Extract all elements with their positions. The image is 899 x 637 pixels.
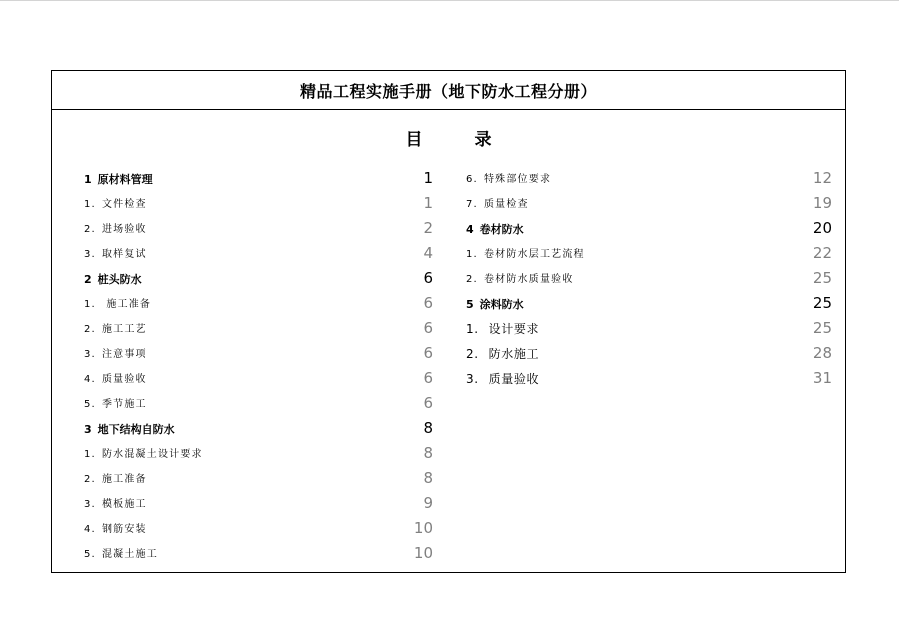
toc-page-number: 8 (423, 444, 433, 462)
toc-entry-text: 卷材防水 (479, 223, 524, 236)
toc-entry-row[interactable] (84, 392, 433, 417)
toc-entry-text: 防水混凝土设计要求 (101, 449, 203, 460)
toc-entry-text: 模板施工 (101, 499, 147, 510)
toc-entry-text: 桩头防水 (97, 273, 142, 286)
toc-entry-text: 施工工艺 (101, 324, 147, 335)
toc-entry-row[interactable] (84, 542, 433, 567)
toc-page-number: 6 (423, 394, 433, 412)
toc-page-number: 10 (413, 544, 433, 562)
toc-heading-char-1: 目 (405, 130, 423, 150)
toc-page-number: 28 (812, 344, 832, 362)
toc-entry-text: 特殊部位要求 (483, 174, 552, 185)
toc-entry-number: 2 (84, 273, 92, 286)
toc-entry-label (84, 517, 147, 542)
toc-entry-number: 1. (466, 249, 478, 260)
toc-page-number: 25 (812, 269, 832, 287)
toc-heading-char-2: 录 (474, 130, 492, 150)
toc-entry-text: 涂料防水 (479, 298, 524, 311)
toc-entry-number: 2. (84, 474, 96, 485)
toc-entry-row[interactable] (84, 517, 433, 542)
toc-entry-row[interactable] (466, 242, 832, 267)
toc-page-number: 31 (812, 369, 832, 387)
toc-entry-label (466, 242, 585, 267)
toc-entry-row[interactable] (466, 367, 832, 392)
toc-entry-row[interactable] (466, 267, 832, 292)
toc-entry-row[interactable] (84, 367, 433, 392)
toc-entry-row[interactable] (84, 217, 433, 242)
toc-entry-text: 施工准备 (101, 299, 152, 310)
toc-entry-number: 1. (84, 199, 96, 210)
toc-entry-number: 3. (84, 499, 96, 510)
toc-page-number: 20 (812, 219, 832, 237)
toc-entry-text: 钢筋安装 (101, 524, 147, 535)
toc-entry-label (466, 367, 539, 392)
toc-entry-text: 防水施工 (488, 347, 540, 361)
toc-entry-text: 卷材防水质量验收 (483, 274, 574, 285)
toc-entry-number: 3. (84, 349, 96, 360)
toc-entry-number: 2. (466, 347, 479, 361)
toc-page-number: 8 (423, 469, 433, 487)
toc-page-number: 4 (423, 244, 433, 262)
toc-entry-text: 质量验收 (101, 374, 147, 385)
toc-entry-row[interactable] (466, 317, 832, 342)
toc-page-number: 10 (413, 519, 433, 537)
toc-entry-number: 3. (84, 249, 96, 260)
toc-page-number: 8 (423, 419, 433, 437)
toc-entry-label (466, 217, 524, 242)
toc-entry-label (84, 467, 147, 492)
toc-page-number: 6 (423, 294, 433, 312)
toc-entry-text: 卷材防水层工艺流程 (483, 249, 585, 260)
toc-entry-number: 5 (466, 298, 474, 311)
toc-entry-row[interactable] (84, 467, 433, 492)
toc-entry-number: 6. (466, 174, 478, 185)
toc-entry-row[interactable] (466, 167, 832, 192)
toc-page-number: 25 (812, 294, 832, 312)
toc-entry-text: 质量验收 (488, 372, 540, 386)
toc-entry-number: 3 (84, 423, 92, 436)
toc-entry-number: 5. (84, 549, 96, 560)
toc-left-column (84, 167, 433, 567)
toc-entry-number: 7. (466, 199, 478, 210)
toc-entry-label (84, 292, 151, 317)
toc-entry-label (466, 267, 574, 292)
toc-page-number: 6 (423, 319, 433, 337)
toc-page-number: 6 (423, 269, 433, 287)
toc-page-number: 6 (423, 369, 433, 387)
toc-entry-label (84, 367, 147, 392)
toc-entry-text: 季节施工 (101, 399, 147, 410)
toc-section-row[interactable] (84, 417, 433, 442)
toc-page-number: 22 (812, 244, 832, 262)
document-frame (51, 70, 846, 573)
toc-section-row[interactable] (84, 267, 433, 292)
toc-section-row[interactable] (466, 292, 832, 317)
toc-page-number: 1 (423, 169, 433, 187)
toc-entry-row[interactable] (84, 317, 433, 342)
toc-section-row[interactable] (466, 217, 832, 242)
toc-entry-row[interactable] (84, 242, 433, 267)
toc-entry-text: 文件检查 (101, 199, 147, 210)
toc-page-number: 2 (423, 219, 433, 237)
toc-section-row[interactable] (84, 167, 433, 192)
toc-page-number: 9 (423, 494, 433, 512)
toc-right-column (466, 167, 832, 392)
toc-page-number: 25 (812, 319, 832, 337)
toc-entry-text: 原材料管理 (97, 173, 153, 186)
toc-entry-label (84, 442, 203, 467)
toc-entry-label (466, 292, 524, 317)
toc-entry-label (466, 317, 539, 342)
document-title: 精品工程实施手册（地下防水工程分册） (52, 71, 845, 110)
toc-entry-label (84, 167, 153, 192)
toc-entry-text: 进场验收 (101, 224, 147, 235)
toc-entry-label (84, 217, 147, 242)
toc-entry-label (84, 267, 142, 292)
toc-entry-number: 5. (84, 399, 96, 410)
toc-entry-label (84, 317, 147, 342)
sheet-top-rule (0, 0, 899, 1)
toc-entry-row[interactable] (84, 442, 433, 467)
toc-entry-number: 3. (466, 372, 479, 386)
toc-entry-text: 质量检查 (483, 199, 529, 210)
toc-entry-label (84, 542, 158, 567)
toc-entry-row[interactable] (84, 492, 433, 517)
toc-entry-label (466, 192, 529, 217)
toc-page-number: 19 (812, 194, 832, 212)
toc-heading (52, 125, 845, 150)
toc-page-number: 12 (812, 169, 832, 187)
toc-page-number: 6 (423, 344, 433, 362)
toc-entry-number: 1 (84, 173, 92, 186)
toc-entry-number: 2. (466, 274, 478, 285)
toc-entry-text: 施工准备 (101, 474, 147, 485)
toc-entry-label (84, 342, 147, 367)
toc-entry-text: 地下结构自防水 (97, 423, 175, 436)
toc-entry-label (466, 167, 551, 192)
toc-entry-text: 设计要求 (488, 322, 540, 336)
toc-entry-label (84, 242, 147, 267)
toc-entry-number: 1. (84, 299, 96, 310)
toc-entry-label (84, 192, 147, 217)
toc-entry-number: 4 (466, 223, 474, 236)
toc-entry-text: 注意事项 (101, 349, 147, 360)
toc-entry-row[interactable] (466, 192, 832, 217)
toc-entry-row[interactable] (84, 342, 433, 367)
toc-entry-number: 2. (84, 324, 96, 335)
toc-entry-row[interactable] (466, 342, 832, 367)
toc-page-number: 1 (423, 194, 433, 212)
toc-entry-text: 混凝土施工 (101, 549, 158, 560)
toc-entry-number: 1. (466, 322, 479, 336)
toc-entry-number: 4. (84, 524, 96, 535)
toc-entry-number: 2. (84, 224, 96, 235)
toc-entry-number: 1. (84, 449, 96, 460)
toc-entry-row[interactable] (84, 292, 433, 317)
toc-entry-number: 4. (84, 374, 96, 385)
toc-entry-label (84, 392, 147, 417)
toc-entry-label (466, 342, 539, 367)
toc-entry-text: 取样复试 (101, 249, 147, 260)
toc-entry-row[interactable] (84, 192, 433, 217)
toc-entry-label (84, 492, 147, 517)
toc-entry-label (84, 417, 175, 442)
